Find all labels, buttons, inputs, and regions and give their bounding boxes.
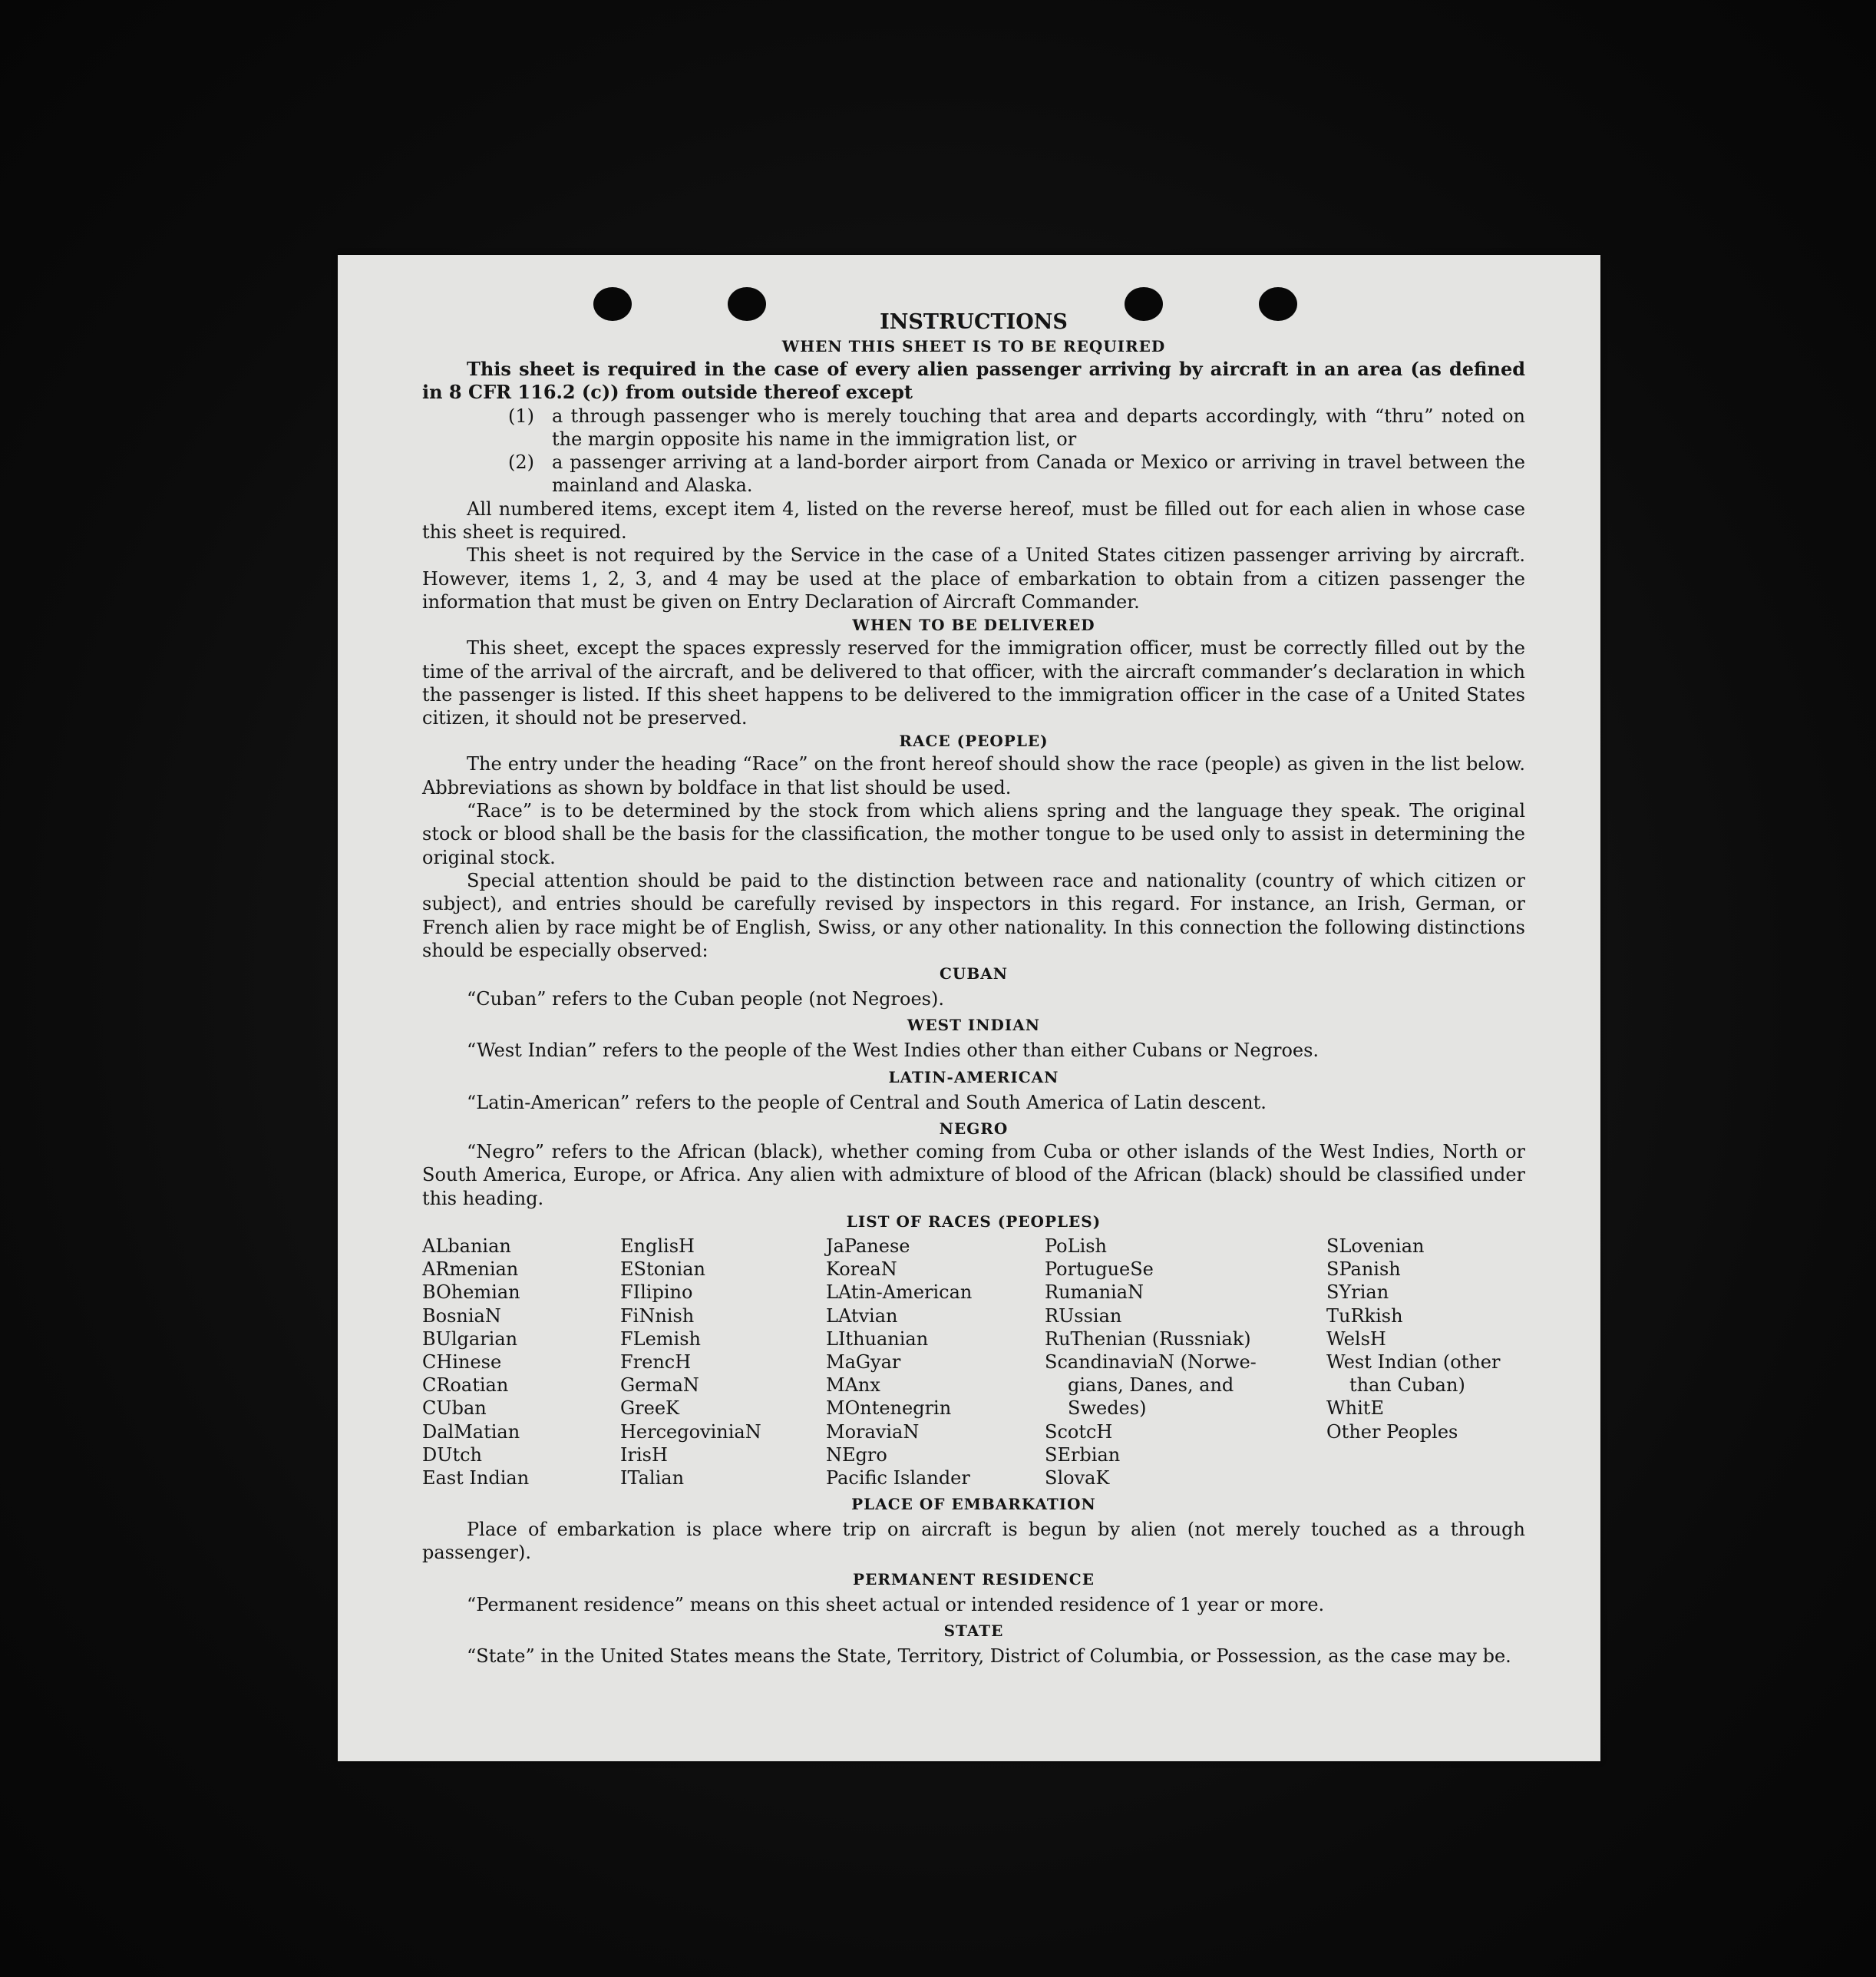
race-entry: RuThenian (Russniak): [1045, 1327, 1251, 1350]
race-entry: RumaniaN: [1045, 1281, 1144, 1304]
race-entry: BosniaN: [422, 1304, 501, 1327]
race-entry: LAtvian: [826, 1304, 898, 1327]
race-entry: MaGyar: [826, 1351, 901, 1373]
race-entry: LAtin-American: [826, 1281, 973, 1304]
list-item: [508, 405, 1525, 451]
race-entry: GermaN: [620, 1374, 699, 1397]
paragraph: “West Indian” refers to the people of the West Indies other than either Cubans or Negroes.: [467, 1040, 1319, 1062]
race-entry: RUssian: [1045, 1304, 1122, 1327]
race-entry: PoLish: [1045, 1235, 1108, 1257]
paragraph: Place of embarkation is place where trip on aircraft is begun by alien (not merely touched as a through passenger).: [422, 1519, 1525, 1564]
race-column: [1045, 1235, 1326, 1489]
section-heading: WHEN TO BE DELIVERED: [852, 616, 1095, 635]
race-entry: DUtch: [422, 1443, 483, 1466]
paragraph: This sheet, except the spaces expressly reserved for the immigration officer, must be correctly filled out by the time of the arrival of the aircraft, and be delivered to that officer, with the aircraft commander’s declaration in which the passenger is listed. If this sheet happens to be delivered to the immigration officer in the case of a United States citizen, it should not be preserved.: [422, 637, 1525, 729]
race-entry: FiNnish: [620, 1304, 695, 1327]
race-entry: Other Peoples: [1326, 1420, 1458, 1443]
race-entry: CRoatian: [422, 1374, 509, 1397]
paragraph: Special attention should be paid to the distinction between race and nationality (country of which citizen or subject), and entries should be carefully revised by inspectors in this regard. For instance, an Irish, German, or French alien by race might be of English, Swiss, or any other nationality. In this connection the following distinctions should be especially observed:: [422, 869, 1525, 961]
section-heading: PLACE OF EMBARKATION: [851, 1495, 1096, 1514]
race-entry: BOhemian: [422, 1281, 520, 1304]
race-column: [1326, 1235, 1525, 1489]
race-list: [422, 1235, 1525, 1489]
paragraph: All numbered items, except item 4, listed on the reverse hereof, must be filled out for each alien in whose case this sheet is required.: [422, 498, 1525, 544]
section-heading: LATIN-AMERICAN: [888, 1067, 1059, 1086]
race-entry: SPanish: [1326, 1258, 1401, 1281]
section-heading: STATE: [943, 1622, 1004, 1641]
race-entry: WhitE: [1326, 1397, 1384, 1420]
race-entry: HercegoviniaN: [620, 1420, 761, 1443]
race-entry: ITalian: [620, 1466, 685, 1489]
page-title: INSTRUCTIONS: [880, 310, 1068, 334]
race-entry: ScotcH: [1045, 1420, 1113, 1443]
race-entry: PortugueSe: [1045, 1258, 1154, 1281]
race-entry: LIthuanian: [826, 1327, 929, 1350]
race-entry: SLovenian: [1326, 1235, 1425, 1257]
race-entry: WelsH: [1326, 1327, 1386, 1350]
race-entry: TuRkish: [1326, 1304, 1403, 1327]
race-entry: than Cuban): [1349, 1374, 1465, 1397]
race-column: [826, 1235, 1045, 1489]
race-entry: NEgro: [826, 1443, 887, 1466]
section-heading: RACE (PEOPLE): [899, 732, 1049, 751]
race-entry: ARmenian: [422, 1258, 519, 1281]
race-entry: EnglisH: [620, 1235, 695, 1257]
race-entry: SlovaK: [1045, 1466, 1110, 1489]
item-number: (1): [508, 405, 534, 427]
paragraph: This sheet is required in the case of every alien passenger arriving by aircraft in an area (as defined in 8 CFR 116.2 (c)) from outside thereof except: [422, 358, 1525, 404]
paragraph: This sheet is not required by the Service in the case of a United States citizen passenger arriving by aircraft. However, items 1, 2, 3, and 4 may be used at the place of embarkation to obtain from a citizen passenger the information that must be given on Entry Declaration of Aircraft Commander.: [422, 544, 1525, 613]
paragraph: “Permanent residence” means on this sheet actual or intended residence of 1 year or more.: [467, 1593, 1325, 1615]
item-text: a passenger arriving at a land-border airport from Canada or Mexico or arriving in travel between the mainland and Alaska.: [552, 451, 1525, 497]
section-heading: LIST OF RACES (PEOPLES): [846, 1212, 1101, 1231]
race-entry: BUlgarian: [422, 1327, 518, 1350]
race-entry: West Indian (other: [1326, 1351, 1501, 1373]
paragraph: “Latin-American” refers to the people of Central and South America of Latin descent.: [467, 1091, 1267, 1113]
race-entry: IrisH: [620, 1443, 668, 1466]
race-entry: ScandinaviaN (Norwe-: [1045, 1351, 1257, 1373]
race-entry: FIlipino: [620, 1281, 693, 1304]
document-sheet: [338, 255, 1600, 1761]
race-entry: CUban: [422, 1397, 487, 1420]
race-entry: MoraviaN: [826, 1420, 920, 1443]
race-entry: KoreaN: [826, 1258, 897, 1281]
race-entry: DalMatian: [422, 1420, 520, 1443]
section-heading: NEGRO: [939, 1119, 1009, 1139]
race-column: [620, 1235, 826, 1489]
race-entry: ALbanian: [422, 1235, 511, 1257]
item-number: (2): [508, 451, 534, 474]
race-entry: EStonian: [620, 1258, 705, 1281]
section-heading: CUBAN: [939, 964, 1009, 984]
race-column: [422, 1235, 620, 1489]
list-item: [508, 451, 1525, 498]
race-entry: SYrian: [1326, 1281, 1389, 1304]
race-entry: gians, Danes, and: [1068, 1374, 1234, 1397]
race-entry: Pacific Islander: [826, 1466, 970, 1489]
race-entry: Swedes): [1068, 1397, 1147, 1420]
paragraph: “Race” is to be determined by the stock from which aliens spring and the language they speak. The original stock or blood shall be the basis for the classification, the mother tongue to be used only to assist in determining the original stock.: [422, 800, 1525, 868]
race-entry: CHinese: [422, 1351, 502, 1373]
section-heading: PERMANENT RESIDENCE: [853, 1569, 1095, 1589]
race-entry: MAnx: [826, 1374, 880, 1397]
paragraph: “State” in the United States means the State, Territory, District of Columbia, or Possession, as the case may be.: [467, 1645, 1511, 1668]
instructions-content: [422, 310, 1525, 1668]
race-entry: SErbian: [1045, 1443, 1121, 1466]
race-entry: East Indian: [422, 1466, 530, 1489]
section-heading: WHEN THIS SHEET IS TO BE REQUIRED: [781, 337, 1166, 355]
paragraph: “Negro” refers to the African (black), whether coming from Cuba or other islands of the West Indies, North or South America, Europe, or Africa. Any alien with admixture of blood of the African (black) should be classified under this heading.: [422, 1141, 1525, 1209]
paragraph: The entry under the heading “Race” on the front hereof should show the race (people) as given in the list below. Abbreviations as shown by boldface in that list should be used.: [422, 753, 1525, 798]
race-entry: JaPanese: [826, 1235, 910, 1257]
paragraph: “Cuban” refers to the Cuban people (not Negroes).: [467, 988, 944, 1010]
race-entry: FrencH: [620, 1351, 692, 1373]
item-text: a through passenger who is merely touching that area and departs accordingly, with “thru” noted on the margin opposite his name in the immigration list, or: [552, 405, 1525, 450]
race-entry: GreeK: [620, 1397, 679, 1420]
race-entry: MOntenegrin: [826, 1397, 952, 1420]
race-entry: FLemish: [620, 1327, 701, 1350]
section-heading: WEST INDIAN: [907, 1016, 1041, 1035]
